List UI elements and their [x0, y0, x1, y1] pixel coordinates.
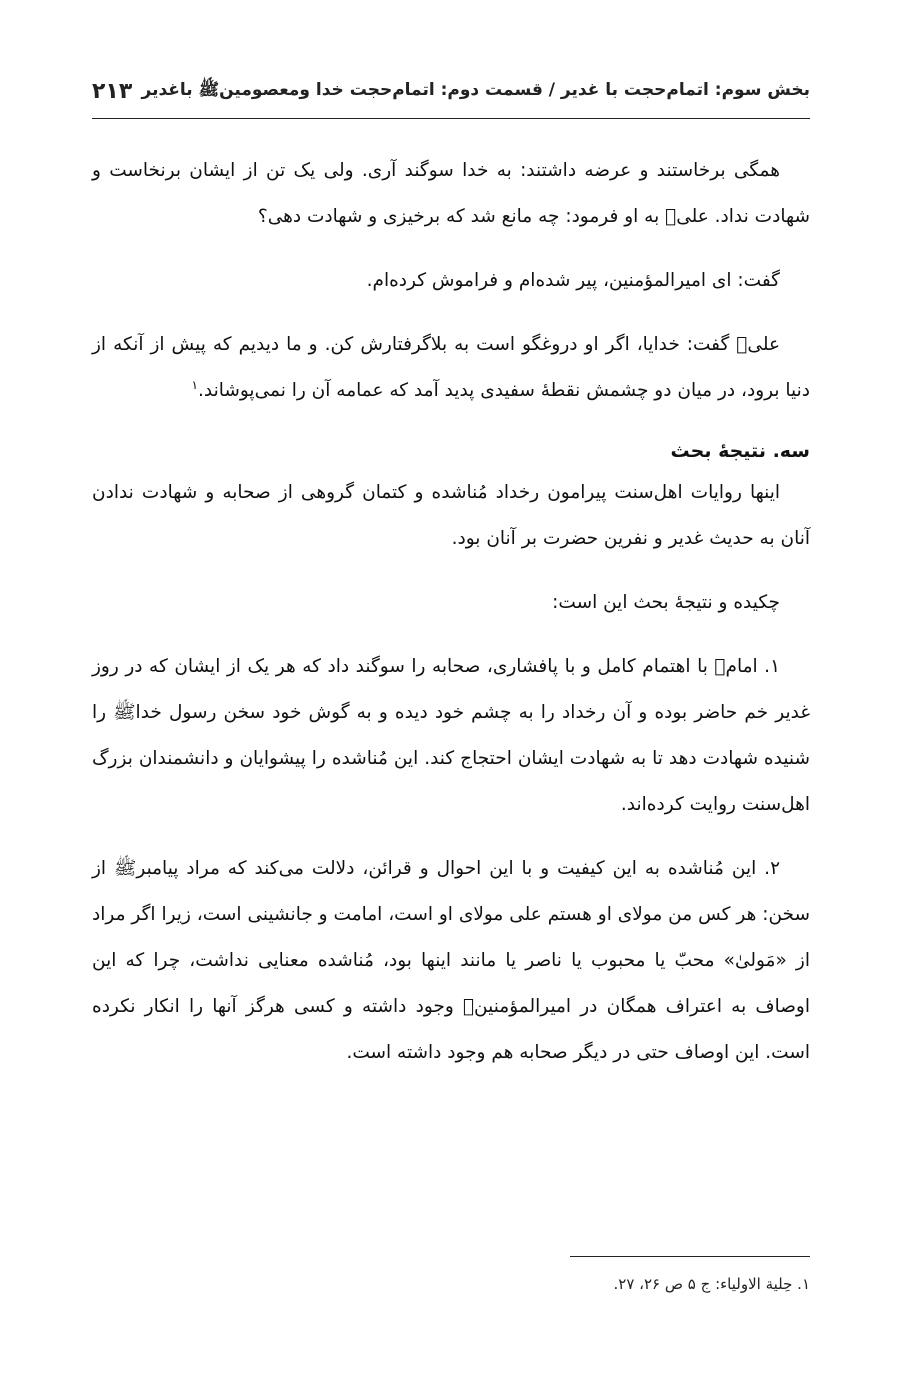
paragraph-3: [92, 322, 810, 414]
page-number: ۲۱۳: [92, 78, 133, 104]
paragraph-4: اینها روایات اهل‌سنت پیرامون رخداد مُناشده و کتمان گروهی از صحابه و شهادت ندادن آنان به حدیث غدیر و نفرین حضرت بر آنان بود.: [92, 482, 810, 549]
footnote-divider: [570, 1256, 810, 1257]
paragraph-1: همگی برخاستند و عرضه داشتند: به خدا سوگند آری. ولی یک تن از ایشان برنخاست و شهادت نداد. علی﷢ به او فرمود: چه مانع شد که برخیزی و شهادت دهی؟: [92, 160, 810, 227]
header-title: بخش سوم: اتمام‌حجت با غدیر / قسمت دوم: اتمام‌حجت خدا ومعصومینﷺ باغدیر: [141, 79, 810, 100]
section-heading: سه. نتیجهٔ بحث: [670, 440, 810, 462]
book-page: [92, 60, 810, 1360]
paragraph-2: گفت: ای امیرالمؤمنین، پیر شده‌ام و فراموش کرده‌ام.: [366, 270, 780, 291]
running-header: [92, 72, 810, 110]
footnote: ۱. حِلیة الاولیاء: ج ۵ ص ۲۶، ۲۷.: [613, 1275, 810, 1293]
paragraph-6: ۱. امام﷢ با اهتمام کامل و با پافشاری، صحابه را سوگند داد که هر یک از ایشان که در روز غدیر خم حاضر بوده و آن رخداد را به چشم خود دیده و به گوش خود سخن رسول خداﷺ را شنیده شهادت دهد تا به شهادت ایشان احتجاج کند. این مُناشده را پیشوایان و دانشمندان بزرگ اهل‌سنت روایت کرده‌اند.: [92, 656, 810, 815]
header-divider: [92, 118, 810, 119]
paragraph-7: ۲. این مُناشده به این کیفیت و با این احوال و قرائن، دلالت می‌کند که مراد پیامبرﷺ از سخن: هر کس من مولای او هستم علی مولای او است، امامت و جانشینی است، زیرا اگر مراد از «مَولیٰ» محبّ یا محبوب یا ناصر یا مانند اینها بود، مُناشده معنایی نداشت، چرا که این اوصاف به اعتراف همگان در امیرالمؤمنین﷢ وجود داشته و کسی هرگز آنها را انکار نکرده است. این اوصاف حتی در دیگر صحابه هم وجود داشته است.: [92, 858, 810, 1063]
body-text: [92, 148, 810, 1094]
paragraph-3-text: علی﷢ گفت: خدایا، اگر او دروغگو است به بلاگرفتارش کن. و ما دیدیم که پیش از آنکه از دنیا برود، در میان دو چشمش نقطهٔ سفیدی پدید آمد که عمامه آن را نمی‌پوشاند.: [92, 334, 810, 401]
paragraph-5: چکیده و نتیجهٔ بحث این است:: [552, 592, 780, 613]
footnote-reference: ۱: [191, 377, 198, 392]
